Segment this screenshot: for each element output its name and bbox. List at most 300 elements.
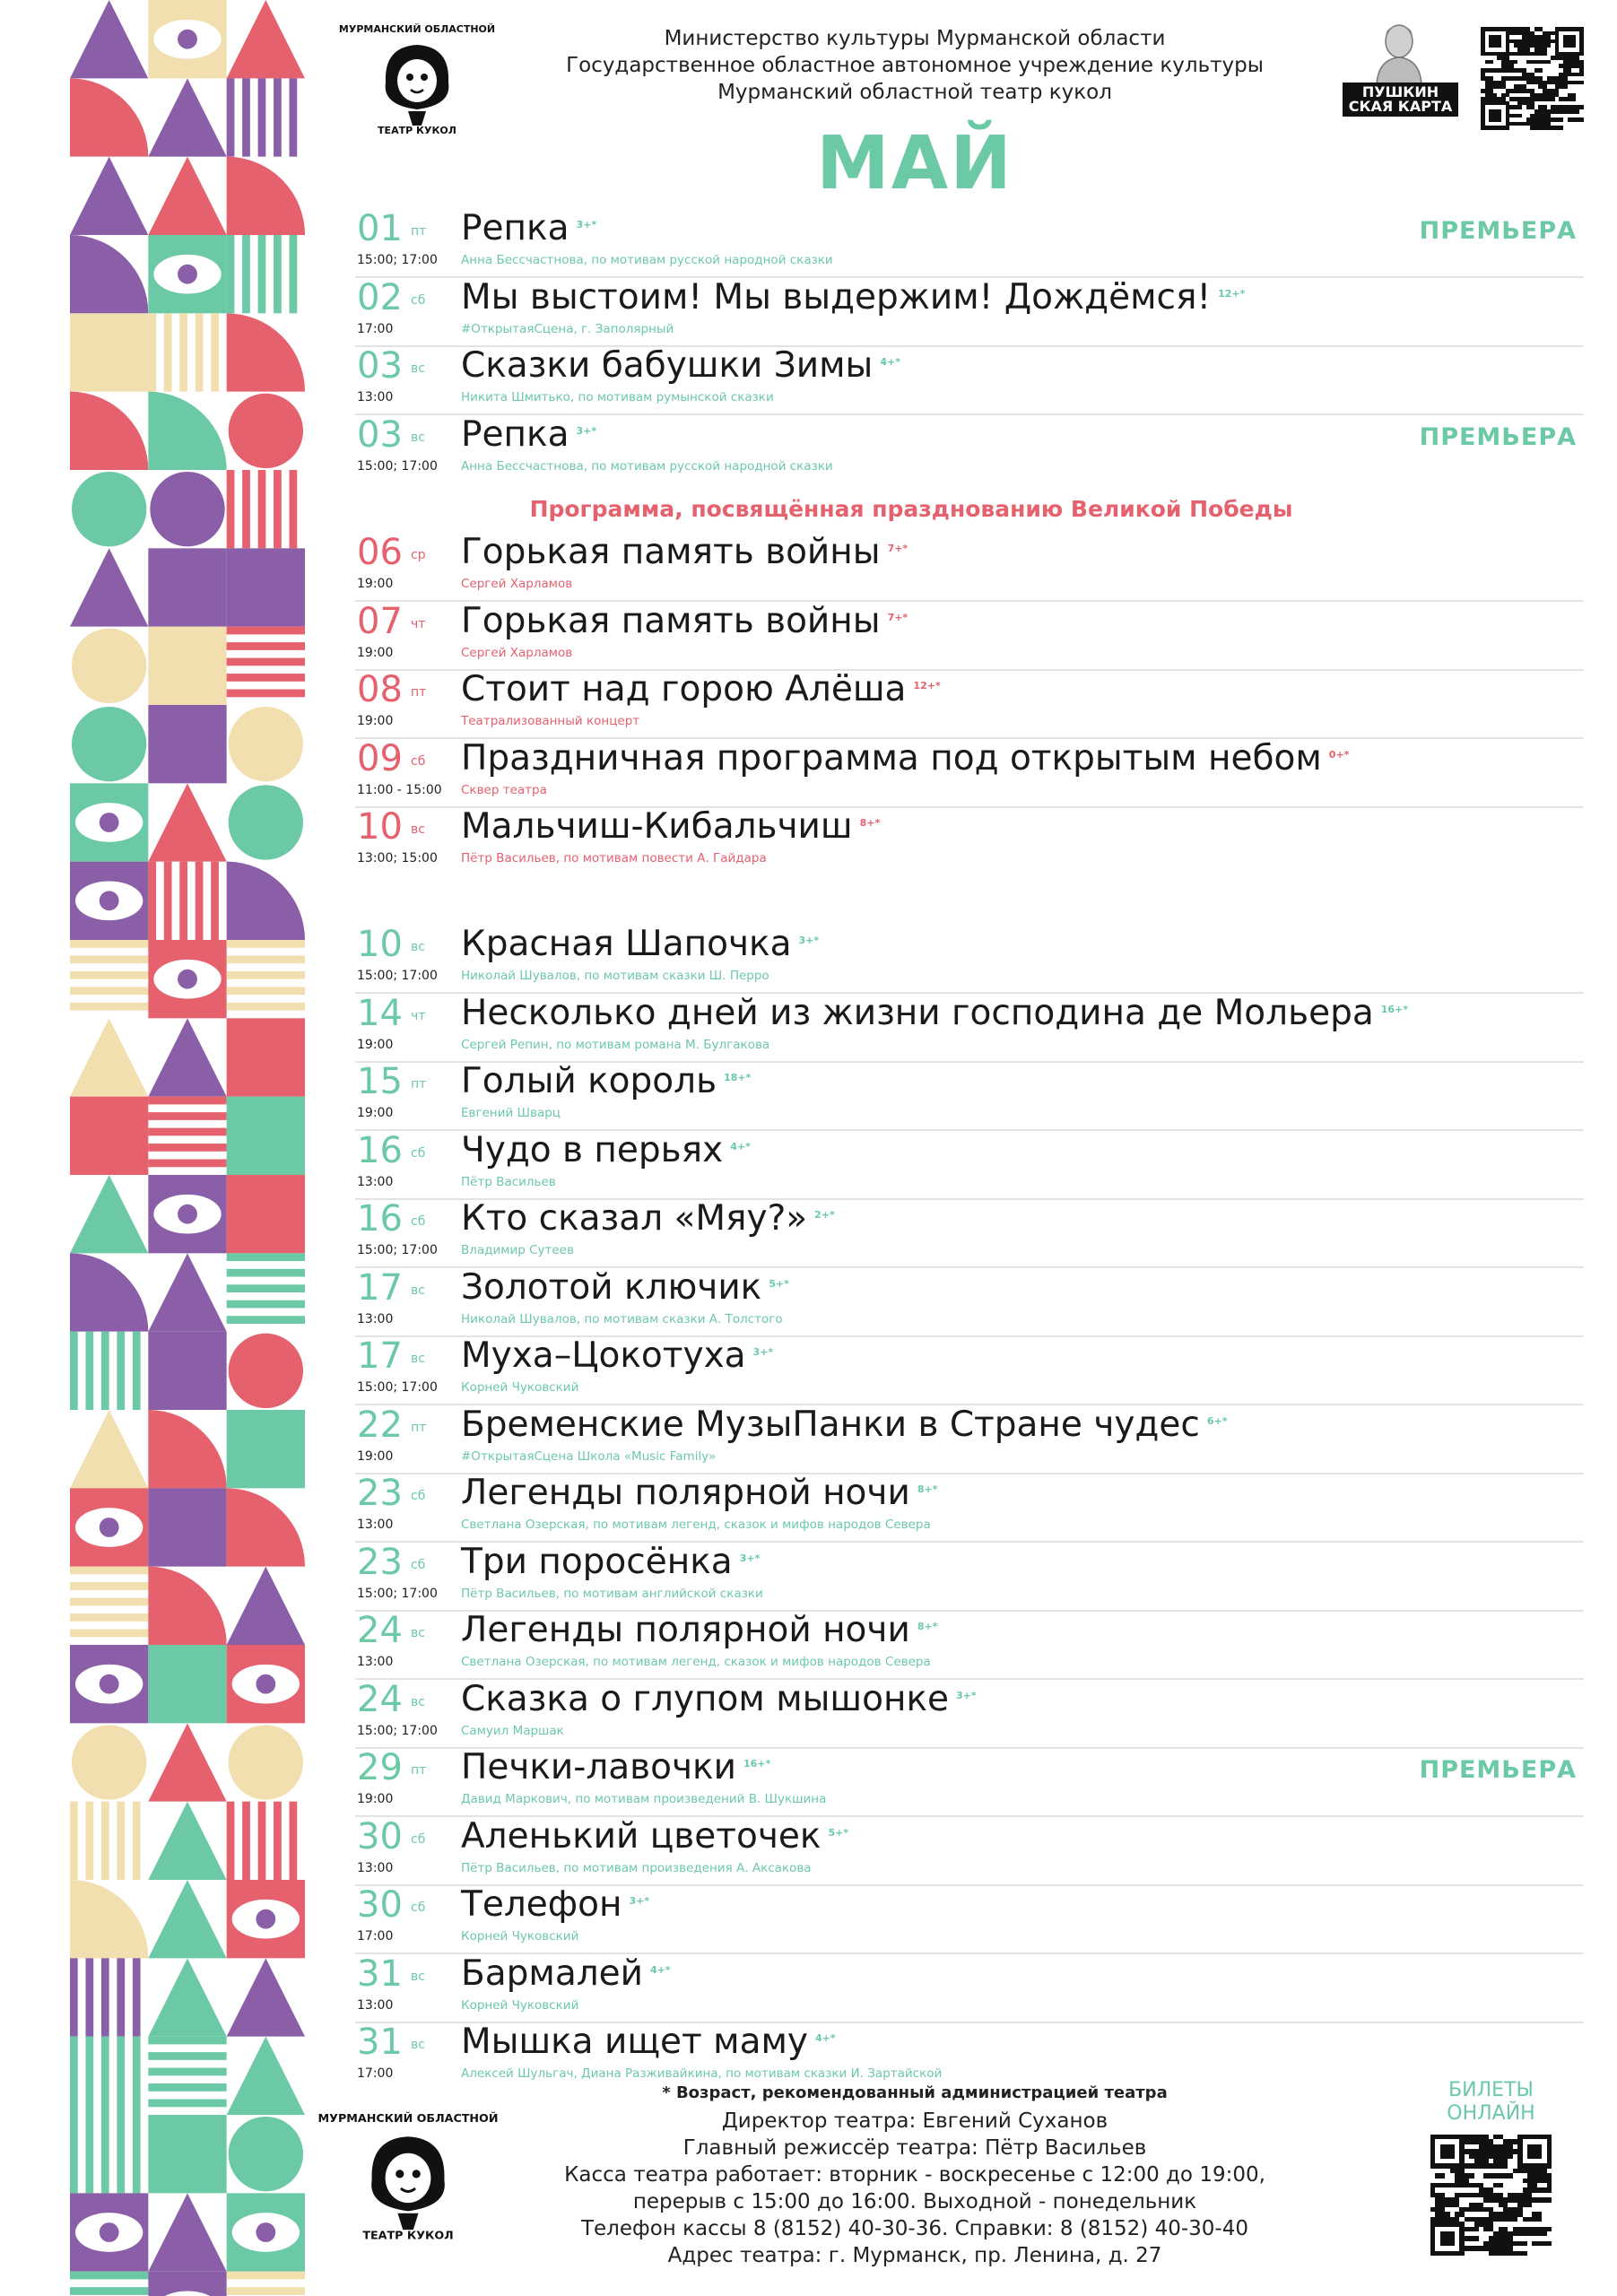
event-weekday: чт	[411, 616, 426, 631]
event-time: 19:00	[357, 1037, 394, 1052]
event-age: 8+*	[917, 1483, 938, 1495]
pattern-stripe	[70, 1567, 148, 1575]
event-title	[461, 669, 941, 710]
pattern-square	[227, 1175, 305, 1253]
event-author: Сквер театра	[461, 782, 547, 797]
event-title	[461, 806, 880, 848]
event-weekday: пт	[411, 685, 427, 700]
pattern-vstripe	[148, 313, 156, 391]
pattern-vstripe	[101, 1332, 109, 1410]
event-title	[461, 1405, 1227, 1446]
pattern-eye-pupil	[178, 970, 197, 989]
event-time: 17:00	[357, 321, 394, 336]
event-day: 23	[357, 1541, 403, 1583]
event-age: 3+*	[798, 935, 820, 946]
pattern-vstripe	[85, 2115, 93, 2193]
pattern-triangle	[148, 1253, 226, 1331]
pattern-vstripe	[258, 470, 266, 548]
event-author: Евгений Шварц	[461, 1106, 561, 1120]
pattern-vstripe	[179, 862, 187, 940]
event-time: 19:00	[357, 1106, 394, 1120]
pattern-stripe	[227, 2287, 305, 2295]
pattern-vstripe	[70, 1958, 78, 2036]
pattern-eye-pupil	[256, 1909, 275, 1929]
pattern-vstripe	[101, 1802, 109, 1880]
event-day: 22	[357, 1404, 403, 1446]
pattern-triangle	[148, 1802, 226, 1880]
pattern-quarter	[70, 1880, 148, 1958]
event-age: 0+*	[1328, 748, 1350, 761]
pattern-stripe	[227, 674, 305, 682]
event-author: Алексей Шульгач, Диана Разживайкина, по мотивам сказки И. Зартайской	[461, 2066, 943, 2081]
pattern-stripe	[70, 1598, 148, 1606]
event-age: 16+*	[743, 1758, 771, 1770]
event-title-text: Легенды полярной ночи	[461, 1473, 910, 1513]
pattern-vstripe	[133, 1802, 141, 1880]
event-row	[355, 345, 1584, 415]
event-title-text: Легенды полярной ночи	[461, 1610, 910, 1650]
event-row	[355, 669, 1584, 739]
event-row	[355, 1884, 1584, 1954]
pattern-vstripe	[70, 2037, 78, 2115]
pattern-vstripe	[133, 2115, 141, 2193]
pattern-stripe	[148, 1144, 226, 1152]
pattern-triangle	[227, 2037, 305, 2115]
event-row	[355, 1816, 1584, 1886]
event-age: 5+*	[769, 1277, 789, 1290]
pattern-vstripe	[196, 313, 204, 391]
pattern-triangle	[70, 1175, 148, 1253]
pattern-square	[227, 1097, 305, 1175]
event-age: 16+*	[1380, 1003, 1409, 1015]
event-day: 23	[357, 1473, 403, 1514]
event-day: 06	[357, 532, 403, 573]
event-row	[355, 806, 1584, 874]
pattern-stripe	[227, 1284, 305, 1292]
pattern-stripe	[227, 1300, 305, 1309]
event-title	[461, 924, 819, 965]
event-age: 3+*	[752, 1346, 774, 1358]
event-age: 6+*	[1206, 1414, 1228, 1427]
event-author: Самуил Маршак	[461, 1723, 564, 1738]
pattern-vstripe	[227, 470, 235, 548]
pattern-eye-pupil	[100, 2222, 119, 2242]
pattern-triangle	[227, 1958, 305, 2036]
pattern-square	[148, 705, 226, 783]
event-author: #ОткрытаяСцена Школа «Music Family»	[461, 1448, 717, 1464]
pattern-quarter	[148, 1410, 226, 1488]
pattern-stripe	[70, 1003, 148, 1011]
pattern-stripe	[148, 1112, 226, 1120]
pattern-vstripe	[117, 2037, 125, 2115]
pattern-vstripe	[227, 235, 235, 313]
pattern-stripe	[148, 1128, 226, 1136]
event-weekday: сб	[411, 1831, 426, 1847]
event-title-text: Репка	[461, 413, 569, 455]
event-row	[355, 1267, 1584, 1337]
event-weekday: сб	[411, 1900, 426, 1915]
event-time: 19:00	[357, 645, 394, 660]
event-author: Николай Шувалов, по мотивам сказки Ш. Перро	[461, 969, 769, 983]
event-day: 03	[357, 413, 403, 456]
pattern-quarter	[227, 157, 305, 235]
event-row	[355, 1405, 1584, 1474]
pattern-quarter	[70, 78, 148, 156]
event-weekday: сб	[411, 292, 426, 308]
pattern-stripe	[227, 1316, 305, 1324]
theatre-logo-footer	[317, 2108, 499, 2242]
pattern-vstripe	[85, 2037, 93, 2115]
event-title	[461, 993, 1408, 1034]
event-weekday: сб	[411, 1489, 426, 1503]
event-weekday: вс	[411, 1283, 425, 1298]
month-title: МАЙ	[816, 121, 1013, 206]
pattern-circle	[72, 629, 146, 703]
pattern-circle	[229, 1725, 303, 1799]
pattern-stripe	[148, 1097, 226, 1105]
pushkin-card-logo	[1343, 20, 1459, 132]
event-age: 8+*	[859, 817, 881, 829]
event-row	[355, 1679, 1584, 1749]
svg-text:ТЕАТР КУКОЛ: ТЕАТР КУКОЛ	[362, 2228, 454, 2242]
pattern-vstripe	[70, 1332, 78, 1410]
event-time: 19:00	[357, 1448, 394, 1464]
pattern-stripe	[227, 987, 305, 995]
pattern-stripe	[227, 642, 305, 650]
pushkin-bust-icon	[1368, 20, 1430, 84]
event-title	[461, 601, 908, 642]
pattern-triangle	[148, 783, 226, 861]
pattern-vstripe	[85, 1332, 93, 1410]
pattern-vstripe	[290, 1802, 298, 1880]
event-age: 18+*	[724, 1072, 752, 1083]
director-line: Директор театра: Евгений Суханов	[721, 2109, 1108, 2133]
pattern-vstripe	[101, 2115, 109, 2193]
pattern-vstripe	[70, 2115, 78, 2193]
pattern-stripe	[70, 2272, 148, 2280]
event-age: 3+*	[739, 1552, 761, 1564]
pattern-triangle	[70, 0, 148, 78]
event-time: 19:00	[357, 577, 394, 591]
event-weekday: вс	[411, 1694, 425, 1709]
qr-code[interactable]	[1481, 27, 1584, 130]
pattern-vstripe	[164, 313, 172, 391]
event-time: 13:00	[357, 1311, 394, 1326]
pattern-vstripe	[179, 313, 187, 391]
pattern-eye-pupil	[256, 2222, 275, 2242]
event-author: Никита Шмитько, по мотивам румынской сказки	[461, 390, 774, 404]
event-row	[355, 2022, 1584, 2090]
event-row	[355, 1061, 1584, 1131]
svg-text:МУРМАНСКИЙ ОБЛАСТНОЙ: МУРМАНСКИЙ ОБЛАСТНОЙ	[338, 23, 496, 35]
premiere-badge: ПРЕМЬЕРА	[1419, 422, 1577, 451]
pattern-circle	[72, 707, 146, 781]
event-weekday: вс	[411, 822, 425, 837]
event-title	[461, 208, 596, 249]
pattern-eye-pupil	[100, 1674, 119, 1694]
event-day: 15	[357, 1061, 403, 1102]
event-day: 31	[357, 2022, 403, 2063]
event-day: 17	[357, 1266, 403, 1309]
event-title	[461, 1198, 835, 1239]
pattern-vstripe	[133, 1332, 141, 1410]
pattern-vstripe	[101, 1958, 109, 2036]
pattern-stripe	[227, 627, 305, 635]
pattern-vstripe	[85, 1958, 93, 2036]
event-author: Пётр Васильев, по мотивам повести А. Гайдара	[461, 851, 767, 865]
event-weekday: вс	[411, 1352, 425, 1366]
event-title-text: Золотой ключик	[461, 1266, 762, 1308]
pattern-stripe	[227, 955, 305, 963]
event-title-text: Мышка ищет маму	[461, 2022, 808, 2062]
pattern-eye-pupil	[178, 1205, 197, 1224]
pattern-circle	[72, 472, 146, 546]
event-day: 31	[357, 1952, 403, 1995]
event-title	[461, 532, 908, 573]
event-row	[355, 1747, 1584, 1817]
institution-line: Государственное областное автономное учреждение культуры	[566, 54, 1264, 77]
event-day: 03	[357, 345, 403, 387]
phones-line: Телефон кассы 8 (8152) 40-30-36. Справки: 8 (8152) 40-30-40	[580, 2217, 1249, 2240]
event-title	[461, 414, 596, 456]
event-author: Светлана Озерская, по мотивам легенд, сказок и мифов народов Севера	[461, 1518, 931, 1532]
pattern-quarter	[70, 1253, 148, 1331]
event-weekday: вс	[411, 430, 425, 445]
pattern-vstripe	[274, 78, 282, 156]
pattern-square	[70, 313, 148, 391]
event-age: 12+*	[1218, 287, 1246, 300]
pattern-stripe	[227, 1003, 305, 1011]
pattern-stripe	[70, 987, 148, 995]
pattern-stripe	[227, 1269, 305, 1277]
pattern-quarter	[70, 235, 148, 313]
event-time: 15:00; 17:00	[357, 458, 438, 474]
event-time: 15:00; 17:00	[357, 969, 438, 983]
event-row	[355, 1953, 1584, 2023]
pattern-eye-pupil	[178, 265, 197, 284]
puppet-face-icon	[317, 2108, 499, 2242]
pattern-stripe	[227, 690, 305, 698]
event-day: 01	[357, 208, 403, 249]
pattern-triangle	[227, 1567, 305, 1645]
pattern-vstripe	[290, 235, 298, 313]
chief-director-line: Главный режиссёр театра: Пётр Васильев	[682, 2136, 1147, 2160]
pattern-triangle	[148, 157, 226, 235]
event-title	[461, 1610, 937, 1651]
pattern-vstripe	[211, 313, 219, 391]
premiere-badge: ПРЕМЬЕРА	[1419, 1756, 1577, 1784]
pattern-vstripe	[242, 470, 250, 548]
pattern-vstripe	[164, 862, 172, 940]
pattern-triangle	[70, 157, 148, 235]
event-time: 17:00	[357, 1929, 394, 1944]
pattern-stripe	[227, 940, 305, 948]
event-age: 5+*	[828, 1826, 849, 1839]
event-title	[461, 1747, 770, 1788]
premiere-badge: ПРЕМЬЕРА	[1419, 217, 1577, 245]
event-title-text: Кто сказал «Мяу?»	[461, 1198, 808, 1239]
event-title-text: Мы выстоим! Мы выдержим! Дождёмся!	[461, 276, 1212, 317]
pattern-square	[148, 1332, 226, 1410]
pattern-vstripe	[258, 235, 266, 313]
pattern-vstripe	[101, 2037, 109, 2115]
event-author: Сергей Харламов	[461, 645, 573, 660]
event-age: 2+*	[814, 1209, 835, 1221]
event-author: Анна Бессчастнова, по мотивам русской народной сказки	[461, 253, 833, 267]
pattern-vstripe	[290, 470, 298, 548]
event-row	[355, 1610, 1584, 1680]
pattern-circle	[72, 1725, 146, 1799]
pattern-quarter	[148, 1567, 226, 1645]
event-title-text: Бармалей	[461, 1952, 643, 1994]
event-row	[355, 924, 1584, 994]
tickets-online-label	[1426, 2079, 1556, 2126]
event-title	[461, 1267, 789, 1309]
pattern-triangle	[148, 1880, 226, 1958]
event-age: 3+*	[629, 1895, 650, 1907]
pattern-circle	[229, 1334, 303, 1408]
event-title	[461, 1542, 760, 1583]
pattern-vstripe	[227, 1802, 235, 1880]
event-title-text: Чудо в перьях	[461, 1129, 724, 1170]
event-title-text: Сказка о глупом мышонке	[461, 1678, 950, 1719]
event-weekday: сб	[411, 1557, 426, 1572]
event-title-text: Телефон	[461, 1884, 622, 1925]
event-time: 13:00	[357, 1655, 394, 1669]
event-day: 24	[357, 1678, 403, 1720]
event-weekday: вс	[411, 940, 425, 954]
event-age: 7+*	[887, 543, 908, 554]
event-time: 13:00	[357, 390, 394, 404]
event-row	[355, 532, 1584, 602]
pattern-stripe	[148, 2100, 226, 2108]
pattern-triangle	[70, 1018, 148, 1096]
event-age: 4+*	[650, 1963, 671, 1976]
event-title-text: Праздничная программа под открытым небом	[461, 737, 1322, 778]
event-title	[461, 1335, 773, 1377]
pattern-square	[227, 1018, 305, 1096]
pattern-stripe	[227, 658, 305, 666]
pattern-eye-pupil	[178, 30, 197, 49]
pattern-triangle	[148, 1018, 226, 1096]
event-author: Владимир Сутеев	[461, 1243, 574, 1257]
event-author: Давид Маркович, по мотивам произведений В. Шукшина	[461, 1792, 827, 1806]
pattern-circle	[229, 707, 303, 781]
pattern-triangle	[70, 548, 148, 626]
age-footnote: * Возраст, рекомендованный администрацией театра	[662, 2083, 1168, 2102]
event-time: 17:00	[357, 2066, 394, 2081]
event-time: 13:00	[357, 1997, 394, 2013]
pattern-vstripe	[117, 1332, 125, 1410]
event-weekday: вс	[411, 1626, 425, 1640]
event-row	[355, 1198, 1584, 1268]
event-time: 13:00	[357, 1860, 394, 1875]
event-title	[461, 277, 1245, 318]
event-day: 29	[357, 1747, 403, 1788]
event-title-text: Три поросёнка	[461, 1541, 733, 1582]
event-title	[461, 1473, 937, 1514]
event-age: 12+*	[913, 680, 941, 691]
event-title-text: Аленький цветочек	[461, 1815, 822, 1857]
pattern-vstripe	[258, 1802, 266, 1880]
event-title-text: Репка	[461, 208, 569, 248]
pattern-vstripe	[85, 1802, 93, 1880]
pattern-square	[148, 548, 226, 626]
event-title	[461, 1130, 751, 1171]
event-weekday: сб	[411, 1145, 426, 1161]
pattern-vstripe	[242, 1802, 250, 1880]
pattern-square	[148, 2115, 226, 2193]
pattern-quarter	[227, 313, 305, 391]
event-title-text: Голый король	[461, 1061, 717, 1101]
event-row	[355, 1130, 1584, 1200]
event-title-text: Стоит над горою Алёша	[461, 669, 907, 709]
event-author: Пётр Васильев, по мотивам английской сказки	[461, 1586, 763, 1601]
event-title-text: Горькая память войны	[461, 532, 881, 572]
pattern-vstripe	[274, 1802, 282, 1880]
pattern-square	[148, 627, 226, 705]
event-row	[355, 601, 1584, 671]
event-weekday: вс	[411, 2038, 425, 2052]
event-age: 3+*	[956, 1689, 977, 1701]
pattern-circle	[229, 2117, 303, 2191]
pattern-eye-pupil	[100, 813, 119, 832]
ministry-line: Министерство культуры Мурманской области	[664, 27, 1166, 50]
qr-module	[1579, 126, 1584, 130]
pattern-stripe	[70, 940, 148, 948]
pattern-triangle	[227, 0, 305, 78]
event-weekday: сб	[411, 1214, 426, 1229]
pattern-stripe	[227, 971, 305, 979]
qr-module	[1547, 2251, 1552, 2256]
event-day: 30	[357, 1884, 403, 1926]
event-title	[461, 1884, 649, 1926]
event-row	[355, 414, 1584, 483]
box-office-break: перерыв с 15:00 до 16:00. Выходной - понедельник	[632, 2190, 1197, 2213]
event-row	[355, 1542, 1584, 1612]
tickets-qr-code[interactable]	[1430, 2135, 1552, 2256]
pattern-square	[148, 1488, 226, 1566]
decorative-pattern-strip	[70, 0, 305, 2296]
event-time: 15:00; 17:00	[357, 1723, 438, 1738]
event-title-text: Несколько дней из жизни господина де Мольера	[461, 992, 1374, 1033]
event-day: 30	[357, 1815, 403, 1857]
pattern-triangle	[70, 1410, 148, 1488]
event-title-text: Печки-лавочки	[461, 1747, 736, 1787]
pattern-stripe	[70, 1630, 148, 1638]
pattern-quarter	[70, 392, 148, 470]
event-day: 10	[357, 806, 403, 848]
event-age: 3+*	[576, 219, 597, 230]
event-title	[461, 2022, 836, 2063]
event-author: Корней Чуковский	[461, 1929, 579, 1944]
event-day: 14	[357, 992, 403, 1034]
pushkin-card-text: ПУШКИН СКАЯ КАРТА	[1343, 83, 1458, 117]
event-age: 7+*	[887, 611, 908, 623]
event-day: 10	[357, 924, 403, 965]
event-title-text: Муха–Цокотуха	[461, 1335, 746, 1376]
event-weekday: пт	[411, 1420, 427, 1435]
pattern-vstripe	[274, 235, 282, 313]
pattern-stripe	[148, 2083, 226, 2092]
pattern-quarter	[227, 862, 305, 940]
event-time: 15:00; 17:00	[357, 1243, 438, 1257]
event-time: 19:00	[357, 1792, 394, 1806]
pattern-stripe	[148, 2052, 226, 2060]
event-author: Сергей Репин, по мотивам романа М. Булгакова	[461, 1037, 770, 1052]
event-row	[355, 277, 1584, 347]
event-time: 13:00	[357, 1174, 394, 1189]
